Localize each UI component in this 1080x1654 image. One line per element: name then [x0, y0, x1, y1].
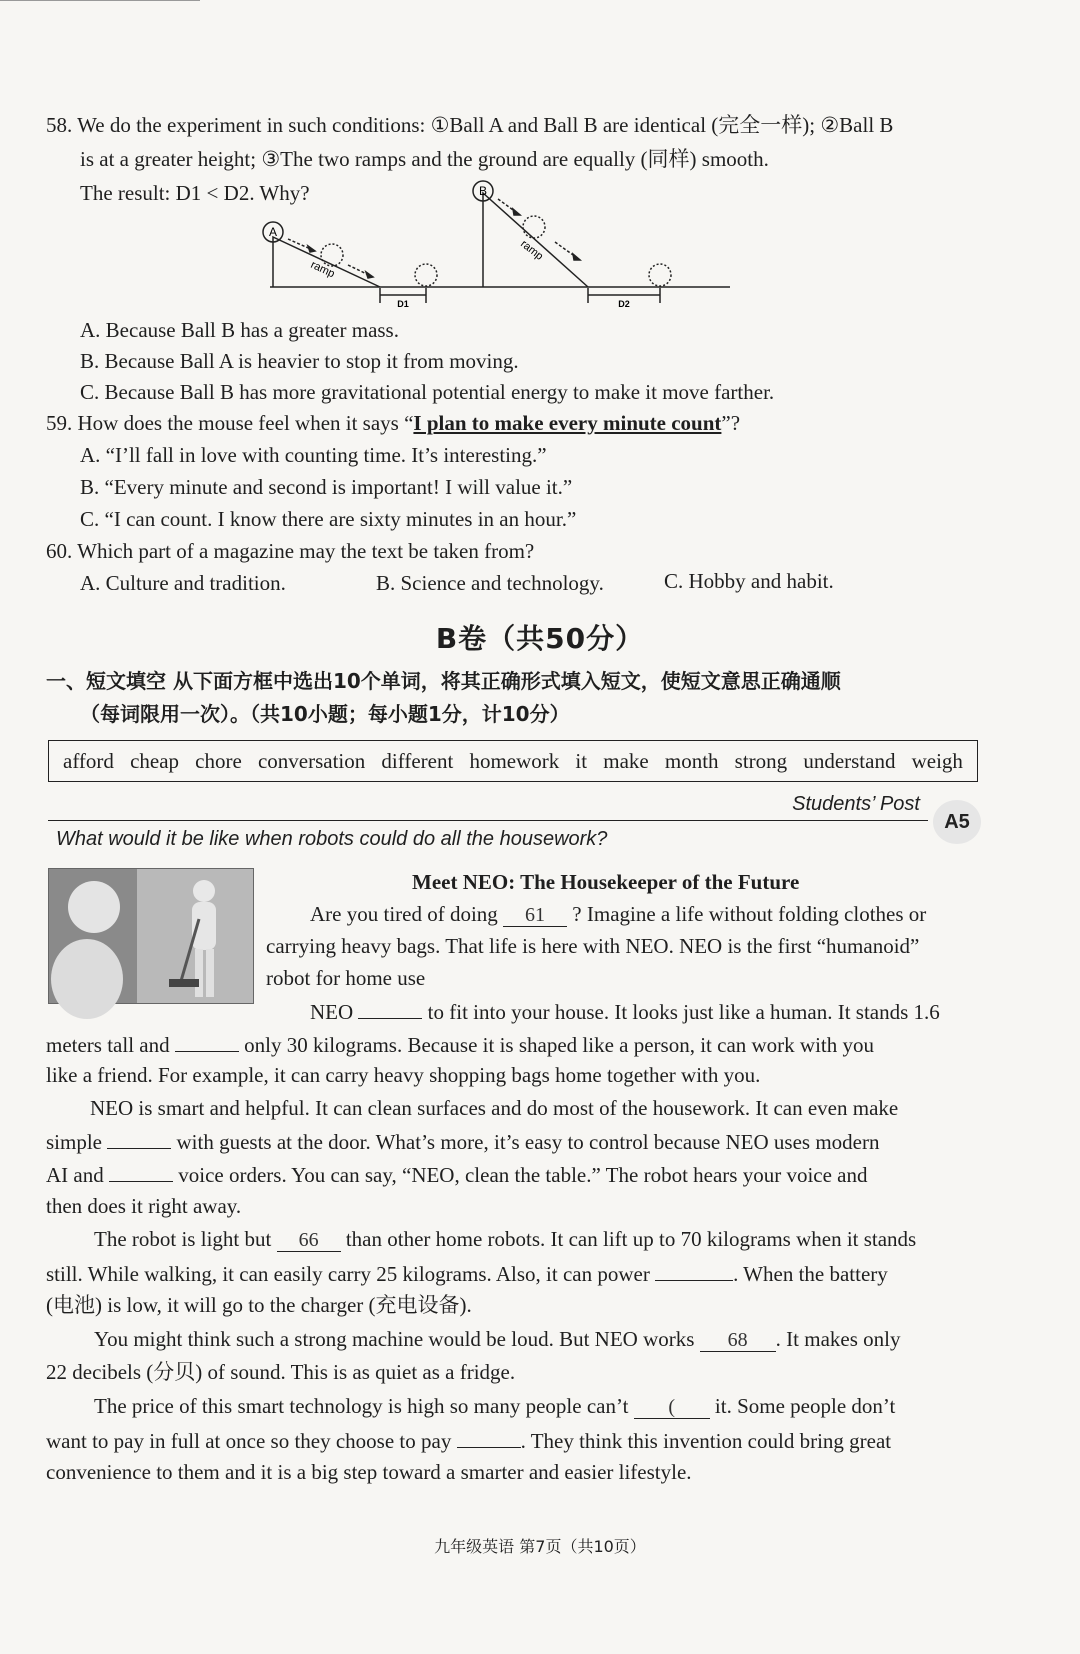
- p4-line2: [46, 1258, 888, 1288]
- p3-line4: then does it right away.: [46, 1194, 242, 1218]
- p2-text-d: only 30 kilograms. Because it is shaped like a person, it can work with you: [244, 1033, 875, 1057]
- q59-quote: I plan to make every minute count: [413, 411, 722, 435]
- p1-text-b: ? Imagine a life without folding clothes or: [572, 902, 927, 926]
- word-box-item: strong: [734, 748, 788, 773]
- p6-text-b: it. Some people don’t: [714, 1394, 896, 1418]
- p5-text-b: . It makes only: [775, 1327, 901, 1351]
- word-box-item: weigh: [911, 748, 963, 773]
- d1-label: D1: [397, 299, 409, 309]
- p2-line2: [46, 1029, 874, 1059]
- q59-option-b: B. “Every minute and second is important! I will value it.”: [80, 475, 573, 499]
- section-b-title: B卷（共50分）: [435, 622, 645, 655]
- ball-a-end: [415, 264, 437, 286]
- q60-option-b: B. Science and technology.: [376, 571, 604, 595]
- p4-line3: (电池) is low, it will go to the charger (充电设备).: [46, 1293, 472, 1317]
- p6-line2: [46, 1425, 891, 1455]
- p1-line2: carrying heavy bags. That life is here with NEO. NEO is the first “humanoid”: [266, 934, 920, 958]
- blank-69[interactable]: (: [634, 1396, 710, 1419]
- word-box-item: different: [381, 748, 454, 773]
- p3-text-d: voice orders. You can say, “NEO, clean the table.” The robot hears your voice and: [178, 1163, 868, 1187]
- p3-line2: [46, 1126, 879, 1156]
- p3-text-a: simple: [46, 1130, 102, 1154]
- p2-line3: like a friend. For example, it can carry heavy shopping bags home together with you.: [46, 1063, 761, 1087]
- q59-post: ”?: [721, 411, 741, 435]
- robot-image-icon: [49, 869, 253, 1003]
- scan-edge-line: [0, 0, 200, 1]
- ramp-left-label: ramp: [308, 258, 337, 281]
- word-box-item: understand: [803, 748, 896, 773]
- p1-text-a: Are you tired of doing: [310, 902, 498, 926]
- word-box-item: conversation: [257, 748, 366, 773]
- p6-line1: [94, 1392, 895, 1420]
- blank-64[interactable]: [107, 1126, 171, 1149]
- p2-text-a: NEO: [310, 1000, 354, 1024]
- p4-text-a: The robot is light but: [94, 1227, 272, 1251]
- q58-line2: is at a greater height; ③The two ramps and the ground are equally (同样) smooth.: [80, 147, 769, 171]
- p3-line3: [46, 1159, 868, 1189]
- p4-text-b: than other home robots. It can lift up to 70 kilograms when it stands: [345, 1227, 917, 1251]
- section-b-instruction-1: 一、短文填空 从下面方框中选出10个单词，将其正确形式填入短文，使短文意思正确通顺: [46, 669, 841, 693]
- blank-63[interactable]: [175, 1029, 239, 1052]
- blank-67[interactable]: [655, 1258, 733, 1281]
- blank-68[interactable]: 68: [700, 1329, 776, 1352]
- ramp-experiment-diagram: [270, 185, 740, 310]
- post-title: Students’ Post: [792, 793, 920, 815]
- blank-70[interactable]: [457, 1425, 521, 1448]
- p4-line1: [94, 1225, 916, 1253]
- p3-line1: NEO is smart and helpful. It can clean surfaces and do most of the housework. It can even make: [90, 1096, 899, 1120]
- q59-question: [46, 409, 740, 437]
- word-box-item: it: [575, 748, 588, 773]
- p5-line2: 22 decibels (分贝) of sound. This is as quiet as a fridge.: [46, 1360, 516, 1384]
- q59-option-c: C. “I can count. I know there are sixty minutes in an hour.”: [80, 507, 577, 531]
- article-heading: Meet NEO: The Housekeeper of the Future: [412, 870, 800, 894]
- p5-text-a: You might think such a strong machine would be loud. But NEO works: [94, 1327, 695, 1351]
- blank-61[interactable]: 61: [503, 904, 567, 927]
- q58-line3: The result: D1 < D2. Why?: [80, 181, 310, 205]
- ramp-left: [273, 237, 380, 287]
- q58-option-c: C. Because Ball B has more gravitational potential energy to make it move farther.: [80, 380, 775, 404]
- word-box-item: cheap: [130, 748, 180, 773]
- q59-pre: 59. How does the mouse feel when it says “: [46, 411, 414, 435]
- q60-question: 60. Which part of a magazine may the text be taken from?: [46, 539, 535, 563]
- p1-line1: [310, 900, 926, 928]
- word-box-item: make: [603, 748, 649, 773]
- word-box-item: chore: [195, 748, 242, 773]
- ball-b-end: [649, 264, 671, 286]
- word-box-item: homework: [469, 748, 560, 773]
- q59-option-a: A. “I’ll fall in love with counting time. It’s interesting.”: [80, 443, 547, 467]
- ball-a-label: A: [268, 225, 278, 239]
- ball-b-mid: [523, 216, 545, 238]
- post-question: What would it be like when robots could do all the housework?: [56, 828, 608, 850]
- ramp-right-label: ramp: [518, 237, 546, 263]
- blank-66[interactable]: 66: [277, 1229, 341, 1252]
- p6-line3: convenience to them and it is a big step toward a smarter and easier lifestyle.: [46, 1460, 692, 1484]
- p3-text-b: with guests at the door. What’s more, it’s easy to control because NEO uses modern: [176, 1130, 880, 1154]
- p3-text-c: AI and: [46, 1163, 104, 1187]
- q60-option-a: A. Culture and tradition.: [80, 571, 286, 595]
- p2-text-c: meters tall and: [46, 1033, 170, 1057]
- q58-option-a: A. Because Ball B has a greater mass.: [80, 318, 399, 342]
- q58-option-b: B. Because Ball A is heavier to stop it from moving.: [80, 349, 519, 373]
- p6-text-c: want to pay in full at once so they choose to pay: [46, 1429, 452, 1453]
- q58-line1: 58. We do the experiment in such conditions: ①Ball A and Ball B are identical (完全一样); ②Ball B: [46, 113, 894, 137]
- ball-b-label: B: [478, 184, 488, 198]
- p2-line1: [310, 996, 940, 1026]
- p6-text-d: . They think this invention could bring great: [520, 1429, 892, 1453]
- word-box-item: month: [664, 748, 719, 773]
- q60-option-c: C. Hobby and habit.: [664, 569, 834, 593]
- p2-text-b: to fit into your house. It looks just like a human. It stands 1.6: [427, 1000, 940, 1024]
- post-badge: A5: [933, 800, 981, 844]
- p5-line1: [94, 1325, 900, 1353]
- d2-label: D2: [618, 299, 630, 309]
- section-b-instruction-2: （每词限用一次）。（共10小题；每小题1分，计10分）: [80, 702, 570, 726]
- post-rule: [48, 820, 928, 821]
- robot-photo: [48, 868, 254, 1004]
- blank-65[interactable]: [109, 1159, 173, 1182]
- page-footer: 九年级英语 第7页（共10页）: [434, 1537, 646, 1556]
- p4-text-c: still. While walking, it can easily carry 25 kilograms. Also, it can power: [46, 1262, 650, 1286]
- p6-text-a: The price of this smart technology is high so many people can’t: [94, 1394, 629, 1418]
- blank-62[interactable]: [358, 996, 422, 1019]
- word-box-item: afford: [63, 748, 114, 773]
- p4-text-d: . When the battery: [733, 1262, 888, 1286]
- word-box: [48, 740, 978, 782]
- ramp-right: [483, 193, 588, 287]
- p1-line3: robot for home use: [266, 966, 426, 990]
